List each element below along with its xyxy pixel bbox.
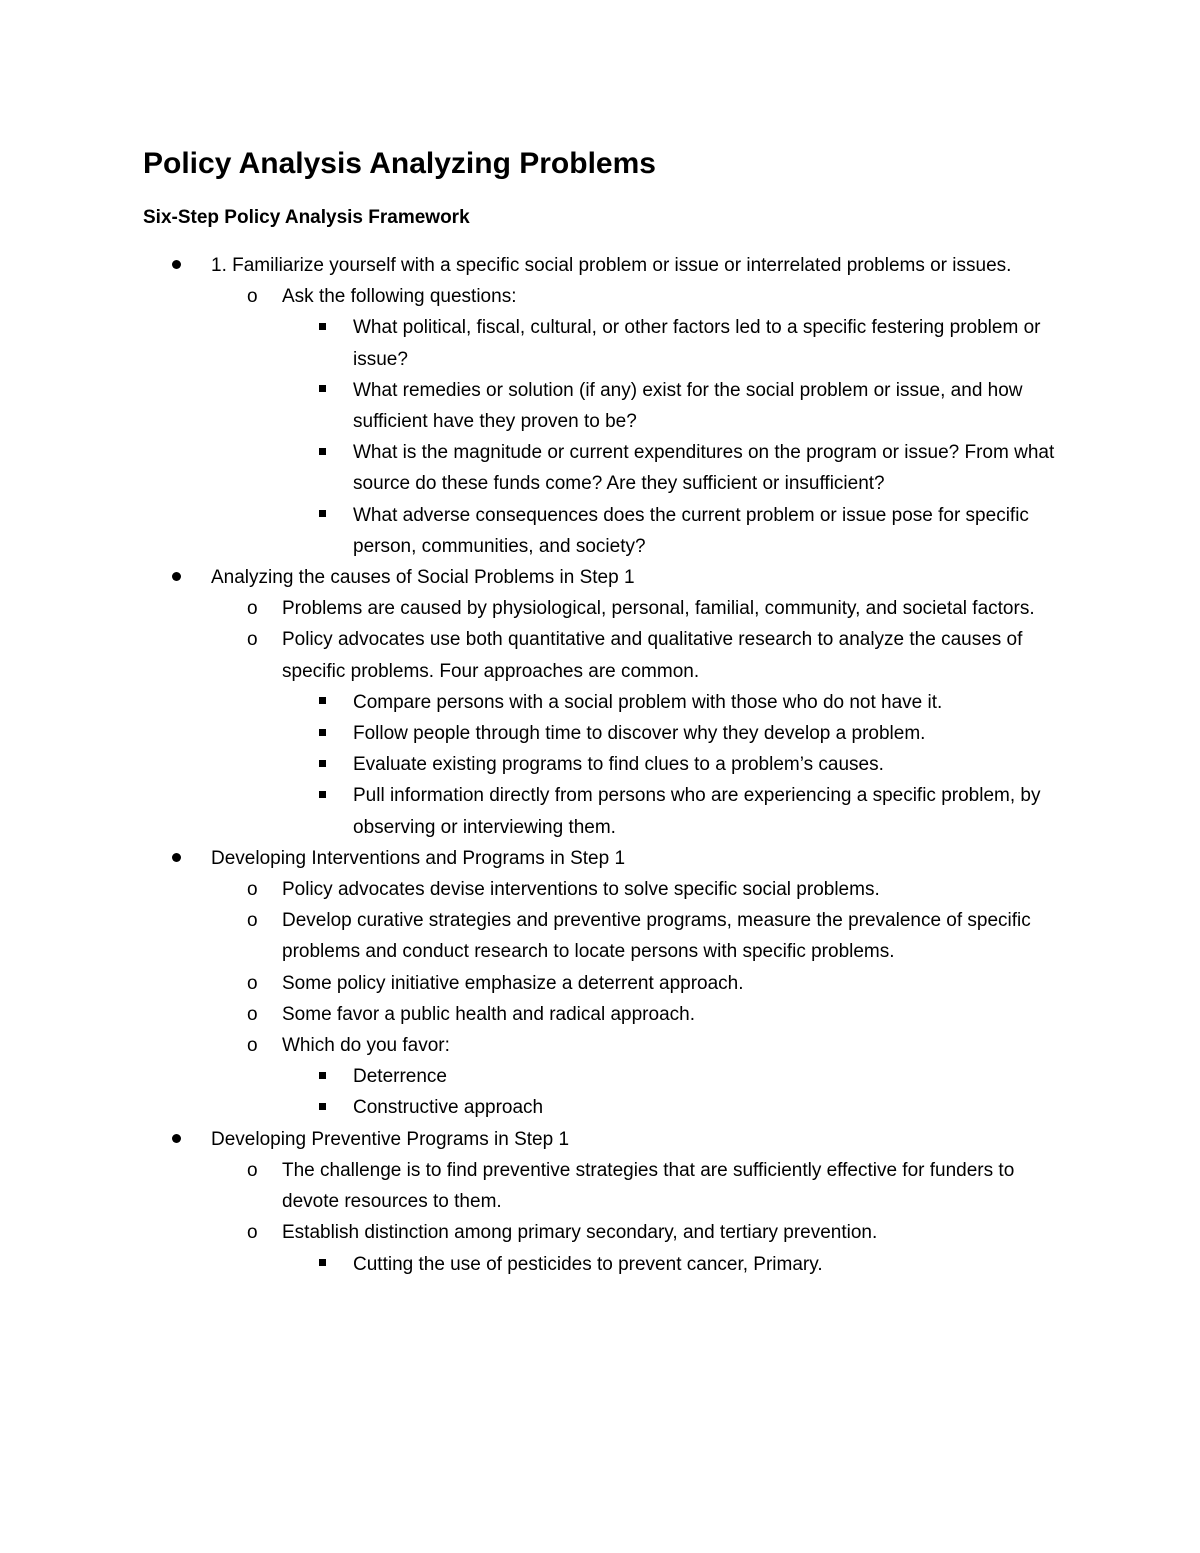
outline-item-text: Ask the following questions: — [282, 286, 517, 308]
outline-item-text: Deterrence — [353, 1066, 447, 1088]
outline-item-level-3 — [353, 437, 1058, 499]
bullet-circle-letter-icon: o — [247, 1003, 258, 1025]
outline-item-level-2 — [247, 593, 1062, 624]
bullet-square-icon — [319, 500, 326, 531]
bullet-square-icon — [319, 312, 326, 343]
outline-item-text: Some policy initiative emphasize a deterrent approach. — [282, 972, 744, 994]
outline-item-text: What adverse consequences does the current problem or issue pose for specific person, communities, and society? — [353, 504, 1029, 557]
outline-item-level-3 — [353, 687, 1058, 718]
outline-item-level-1 — [211, 250, 1061, 281]
bullet-square-icon — [319, 1092, 326, 1123]
outline-item-level-1 — [211, 1124, 1061, 1155]
outline-item-text: Some favor a public health and radical approach. — [282, 1003, 695, 1025]
outline-item-text: Evaluate existing programs to find clues to a problem’s causes. — [353, 754, 884, 776]
outline-item-level-2 — [247, 1155, 1062, 1217]
outline-item-level-1 — [211, 843, 1061, 874]
bullet-disc-icon — [172, 843, 181, 874]
outline-item-text: Establish distinction among primary secondary, and tertiary prevention. — [282, 1222, 878, 1244]
outline-item-text: What political, fiscal, cultural, or other factors led to a specific festering problem or issue? — [353, 317, 1041, 370]
bullet-circle-letter-icon: o — [247, 972, 258, 994]
outline-item-text: Developing Interventions and Programs in Step 1 — [211, 847, 626, 869]
outline-item-text: Follow people through time to discover why they develop a problem. — [353, 723, 926, 745]
outline-item-text: Developing Preventive Programs in Step 1 — [211, 1128, 570, 1150]
outline-item-text: Cutting the use of pesticides to prevent cancer, Primary. — [353, 1253, 823, 1275]
outline-item-text: What is the magnitude or current expenditures on the program or issue? From what source do these funds come? Are they sufficient or insufficient? — [353, 442, 1055, 495]
bullet-square-icon — [319, 437, 326, 468]
outline-item-text: Develop curative strategies and preventive programs, measure the prevalence of specific problems and conduct research to locate persons with specific problems. — [282, 910, 1031, 963]
outline-item-level-2 — [247, 999, 1062, 1030]
outline-item-text: Analyzing the causes of Social Problems in Step 1 — [211, 567, 635, 589]
outline-item-level-3 — [353, 375, 1058, 437]
bullet-disc-icon — [172, 562, 181, 593]
bullet-circle-letter-icon: o — [247, 598, 258, 620]
bullet-square-icon — [319, 780, 326, 811]
outline-item-level-3 — [353, 749, 1058, 780]
outline-item-text: Problems are caused by physiological, personal, familial, community, and societal factors. — [282, 598, 1035, 620]
bullet-square-icon — [319, 375, 326, 406]
outline-item-level-3 — [353, 500, 1058, 562]
outline-item-text: What remedies or solution (if any) exist for the social problem or issue, and how sufficient have they proven to be? — [353, 379, 1023, 433]
outline-item-text: Compare persons with a social problem with those who do not have it. — [353, 691, 943, 713]
outline-item-level-2 — [247, 874, 1062, 905]
outline-item-level-3 — [353, 1061, 1058, 1092]
outline-item-level-3 — [353, 1092, 1058, 1123]
outline-item-text: Pull information directly from persons who are experiencing a specific problem, by observing or interviewing them. — [353, 785, 1041, 838]
outline-list — [0, 250, 1200, 1280]
outline-item-text: 1. Familiarize yourself with a specific social problem or issue or interrelated problems or issues. — [211, 255, 1012, 276]
outline-item-level-2 — [247, 1217, 1062, 1248]
outline-item-level-2 — [247, 624, 1062, 686]
outline-item-text: Policy advocates use both quantitative and qualitative research to analyze the causes of specific problems. Four approaches are common. — [282, 629, 1023, 682]
outline-item-level-1 — [211, 562, 1061, 593]
outline-item-text: The challenge is to find preventive strategies that are sufficiently effective for funders to devote resources to them. — [282, 1159, 1015, 1213]
outline-item-level-3 — [353, 312, 1058, 374]
outline-item-level-2 — [247, 968, 1062, 999]
bullet-disc-icon — [172, 250, 181, 281]
outline-item-level-3 — [353, 718, 1058, 749]
bullet-circle-letter-icon: o — [247, 1035, 258, 1057]
outline-item-text: Which do you favor: — [282, 1035, 450, 1057]
bullet-circle-letter-icon: o — [247, 1159, 258, 1181]
page-title: Policy Analysis Analyzing Problems — [143, 147, 656, 180]
bullet-square-icon — [319, 1061, 326, 1092]
outline-item-text: Constructive approach — [353, 1097, 544, 1119]
outline-item-level-3 — [353, 780, 1058, 842]
bullet-circle-letter-icon: o — [247, 879, 258, 901]
outline-item-level-2 — [247, 281, 1062, 312]
bullet-circle-letter-icon: o — [247, 1222, 258, 1244]
bullet-square-icon — [319, 718, 326, 749]
bullet-circle-letter-icon: o — [247, 910, 258, 932]
outline-item-level-2 — [247, 905, 1062, 967]
bullet-circle-letter-icon: o — [247, 286, 258, 308]
bullet-square-icon — [319, 749, 326, 780]
outline-item-level-2 — [247, 1030, 1062, 1061]
outline-item-text: Policy advocates devise interventions to solve specific social problems. — [282, 879, 880, 901]
section-heading: Six-Step Policy Analysis Framework — [143, 207, 470, 228]
bullet-disc-icon — [172, 1124, 181, 1155]
bullet-circle-letter-icon: o — [247, 629, 258, 651]
bullet-square-icon — [319, 1249, 326, 1280]
bullet-square-icon — [319, 687, 326, 718]
outline-item-level-3 — [353, 1249, 1058, 1280]
